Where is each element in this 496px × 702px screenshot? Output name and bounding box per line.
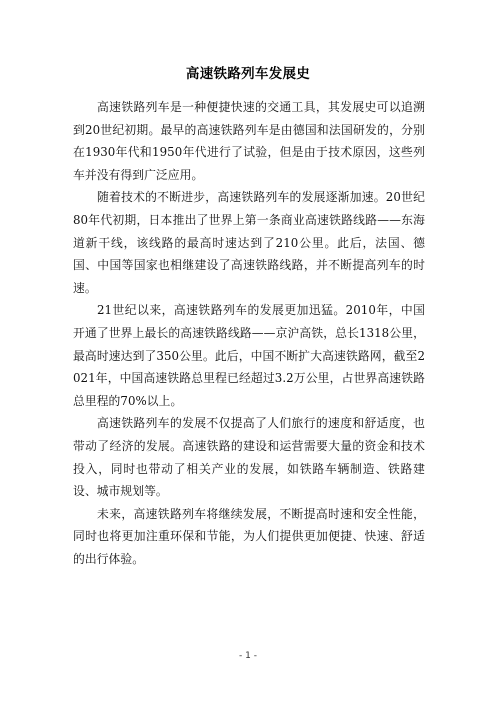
paragraph-3: 21世纪以来，高速铁路列车的发展更加迅猛。2010年，中国开通了世界上最长的高速铁路线路——京沪高铁，总长1318公里，最高时速达到了350公里。此后，中国不断扩大高速铁路网，截至2021年，中国高速铁路总里程已经超过3.2万公里，占世界高速铁路总里程的70%以上。 [73,303,425,408]
document-title: 高速铁路列车发展史 [185,66,311,82]
paragraph-2: 随着技术的不断进步，高速铁路列车的发展逐渐加速。20世纪80年代初期，日本推出了世界上第一条商业高速铁路线路——东海道新干线，该线路的最高时速达到了210公里。此后，法国、德国、中国等国家也相继建设了高速铁路线路，并不断提高列车的时速。 [73,190,425,295]
document-body [73,96,425,570]
paragraph-4: 高速铁路列车的发展不仅提高了人们旅行的速度和舒适度，也带动了经济的发展。高速铁路的建设和运营需要大量的资金和技术投入，同时也带动了相关产业的发展，如铁路车辆制造、铁路建设、城市规划等。 [73,416,425,499]
page-number: - 1 - [239,651,257,661]
paragraph-5: 未来，高速铁路列车将继续发展，不断提高时速和安全性能，同时也将更加注重环保和节能，为人们提供更加便捷、快速、舒适的出行体验。 [73,506,425,566]
paragraph-1: 高速铁路列车是一种便捷快速的交通工具，其发展史可以追溯到20世纪初期。最早的高速铁路列车是由德国和法国研发的，分别在1930年代和1950年代进行了试验，但是由于技术原因，这些列车并没有得到广泛应用。 [73,100,425,182]
